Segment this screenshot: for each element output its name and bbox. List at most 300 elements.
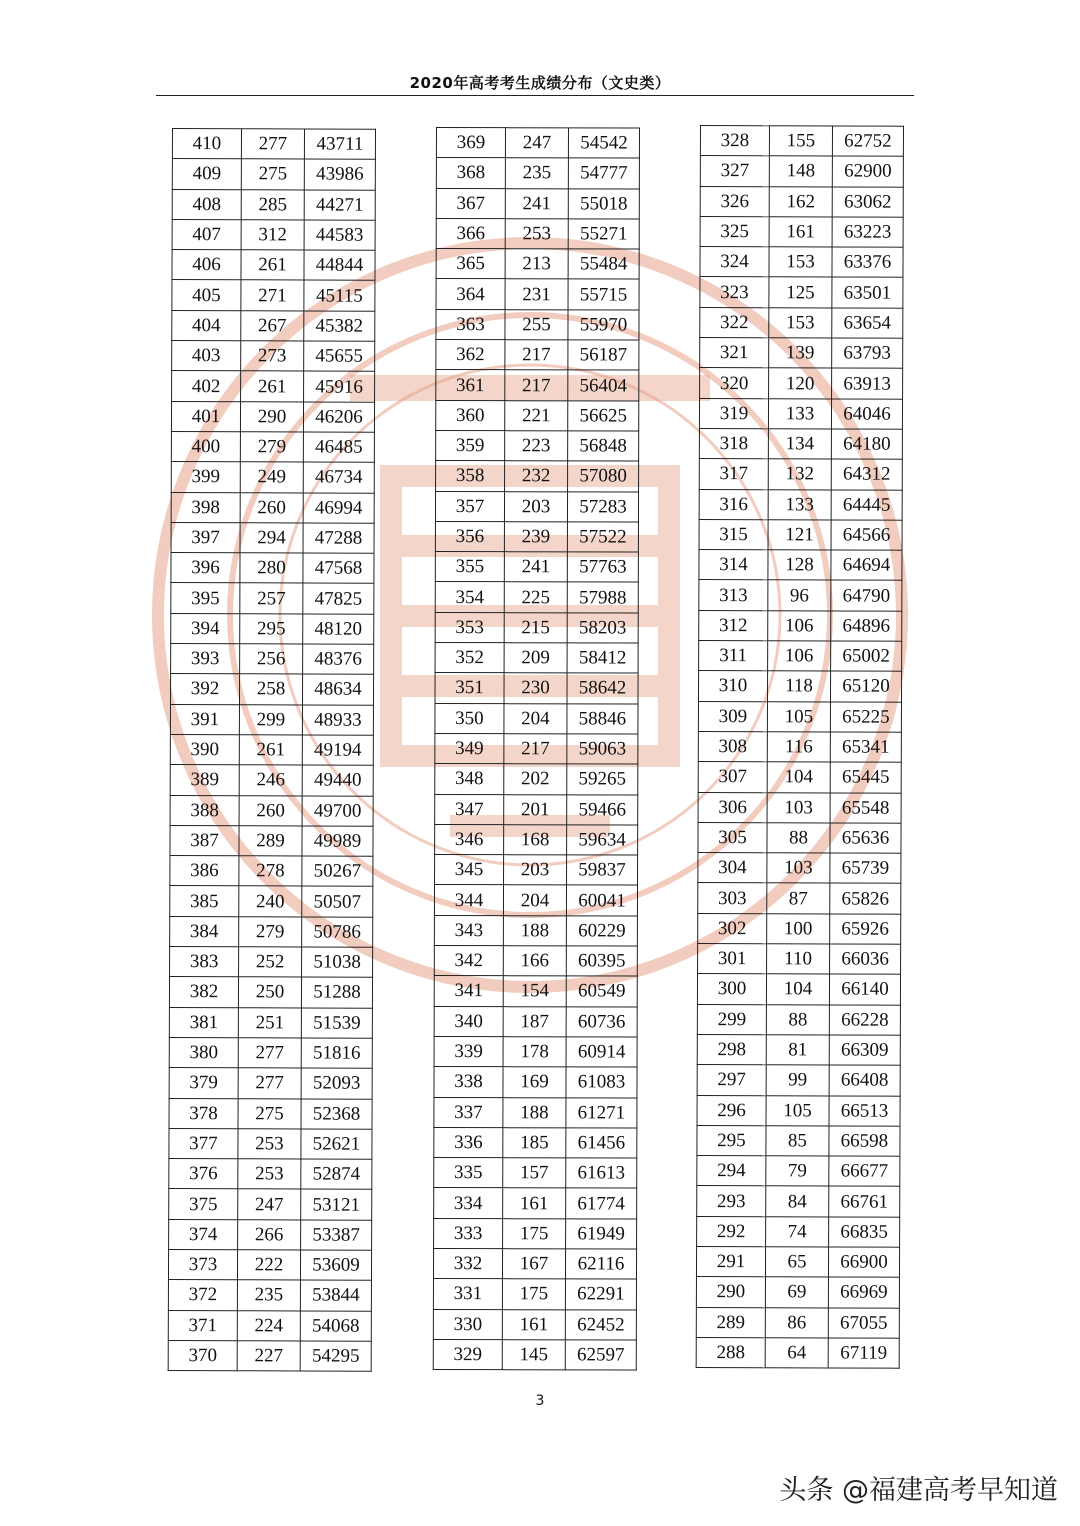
cumulative-cell: 49989 — [302, 826, 373, 857]
score-cell: 352 — [435, 643, 504, 673]
count-cell: 277 — [241, 129, 304, 160]
cumulative-cell: 61949 — [566, 1219, 637, 1249]
cumulative-cell: 61774 — [566, 1188, 637, 1218]
table-row — [169, 1007, 372, 1038]
cumulative-cell: 67055 — [828, 1308, 899, 1339]
cumulative-cell: 53844 — [300, 1280, 371, 1311]
table-row — [436, 340, 639, 371]
cumulative-cell: 61613 — [566, 1158, 637, 1188]
cumulative-cell: 64046 — [831, 399, 902, 430]
cumulative-cell: 49194 — [302, 735, 373, 766]
count-cell: 279 — [239, 916, 302, 947]
score-cell: 306 — [698, 792, 767, 823]
count-cell: 128 — [768, 550, 831, 581]
table-row — [700, 247, 903, 278]
score-cell: 388 — [170, 795, 239, 826]
cumulative-cell: 59634 — [567, 825, 638, 855]
cumulative-cell: 57522 — [567, 522, 638, 552]
cumulative-cell: 48933 — [302, 705, 373, 736]
count-cell: 121 — [768, 520, 831, 551]
score-cell: 368 — [436, 158, 505, 188]
score-cell: 366 — [436, 218, 505, 248]
table-row — [172, 310, 375, 341]
cumulative-cell: 55484 — [568, 249, 639, 279]
table-row — [435, 855, 638, 886]
count-cell: 120 — [769, 368, 832, 399]
table-row — [168, 1280, 371, 1311]
score-cell: 389 — [170, 765, 239, 796]
table-row — [697, 1125, 900, 1156]
table-row — [170, 795, 373, 826]
score-cell: 314 — [699, 550, 768, 581]
table-row — [170, 674, 373, 705]
cumulative-cell: 65826 — [830, 883, 901, 914]
count-cell: 209 — [504, 643, 567, 673]
score-cell: 405 — [172, 280, 241, 311]
count-cell: 275 — [241, 159, 304, 190]
cumulative-cell: 48634 — [302, 674, 373, 705]
count-cell: 175 — [502, 1279, 565, 1309]
score-cell: 398 — [171, 492, 240, 523]
count-cell: 261 — [241, 371, 304, 402]
cumulative-cell: 66677 — [829, 1156, 900, 1187]
table-row — [171, 431, 374, 462]
score-cell: 301 — [698, 944, 767, 975]
count-cell: 162 — [769, 186, 832, 217]
cumulative-cell: 64445 — [831, 490, 902, 521]
cumulative-cell: 51816 — [301, 1038, 372, 1069]
cumulative-cell: 51038 — [302, 947, 373, 978]
count-cell: 161 — [769, 217, 832, 248]
cumulative-cell: 59466 — [567, 794, 638, 824]
table-row — [170, 825, 373, 856]
count-cell: 247 — [238, 1189, 301, 1220]
count-cell: 278 — [239, 856, 302, 887]
count-cell: 105 — [767, 701, 830, 732]
cumulative-cell: 54542 — [568, 128, 639, 158]
score-table-3-body — [696, 126, 903, 1369]
count-cell: 204 — [504, 703, 567, 733]
cumulative-cell: 50786 — [302, 917, 373, 948]
count-cell: 166 — [503, 946, 566, 976]
score-cell: 346 — [435, 824, 504, 854]
table-row — [698, 883, 901, 914]
score-cell: 336 — [434, 1127, 503, 1157]
count-cell: 139 — [769, 338, 832, 369]
count-cell: 217 — [505, 370, 568, 400]
table-row — [700, 338, 903, 369]
cumulative-cell: 66140 — [829, 974, 900, 1005]
score-cell: 402 — [172, 371, 241, 402]
cumulative-cell: 57080 — [568, 461, 639, 491]
score-cell: 313 — [699, 580, 768, 611]
count-cell: 273 — [241, 341, 304, 372]
count-cell: 257 — [240, 583, 303, 614]
table-row — [435, 764, 638, 795]
score-cell: 349 — [435, 733, 504, 763]
table-row — [435, 824, 638, 855]
table-row — [171, 644, 374, 675]
table-row — [434, 1127, 637, 1158]
count-cell: 260 — [240, 492, 303, 523]
score-cell: 381 — [169, 1007, 238, 1038]
score-cell: 309 — [698, 701, 767, 732]
score-cell: 294 — [697, 1156, 766, 1187]
score-cell: 409 — [172, 159, 241, 190]
count-cell: 104 — [767, 762, 830, 793]
count-cell: 185 — [503, 1127, 566, 1157]
table-row — [697, 1186, 900, 1217]
score-cell: 331 — [433, 1279, 502, 1309]
count-cell: 118 — [767, 671, 830, 702]
cumulative-cell: 46734 — [303, 462, 374, 493]
cumulative-cell: 66408 — [829, 1065, 900, 1096]
count-cell: 201 — [504, 794, 567, 824]
score-cell: 291 — [696, 1246, 765, 1277]
score-cell: 333 — [434, 1218, 503, 1248]
score-table-2 — [433, 127, 640, 1371]
table-row — [169, 1219, 372, 1250]
score-cell: 327 — [700, 156, 769, 187]
cumulative-cell: 52621 — [301, 1129, 372, 1160]
cumulative-cell: 66835 — [829, 1217, 900, 1248]
table-row — [434, 1097, 637, 1128]
cumulative-cell: 66309 — [829, 1035, 900, 1066]
count-cell: 275 — [238, 1098, 301, 1129]
count-cell: 167 — [502, 1249, 565, 1279]
count-cell: 106 — [768, 610, 831, 641]
score-cell: 397 — [171, 522, 240, 553]
cumulative-cell: 61456 — [566, 1128, 637, 1158]
count-cell: 104 — [766, 974, 829, 1005]
cumulative-cell: 58203 — [567, 613, 638, 643]
count-cell: 271 — [241, 280, 304, 311]
table-row — [699, 641, 902, 672]
table-row — [434, 1067, 637, 1098]
table-row — [699, 610, 902, 641]
cumulative-cell: 57283 — [567, 491, 638, 521]
table-row — [169, 1189, 372, 1220]
count-cell: 290 — [240, 401, 303, 432]
score-cell: 317 — [699, 459, 768, 490]
count-cell: 230 — [504, 673, 567, 703]
score-cell: 378 — [169, 1098, 238, 1129]
score-cell: 373 — [168, 1249, 237, 1280]
count-cell: 132 — [768, 459, 831, 490]
score-cell: 341 — [434, 976, 503, 1006]
score-cell: 296 — [697, 1095, 766, 1126]
count-cell: 87 — [767, 883, 830, 914]
cumulative-cell: 52093 — [301, 1068, 372, 1099]
cumulative-cell: 62752 — [832, 126, 903, 157]
cumulative-cell: 63793 — [832, 338, 903, 369]
count-cell: 253 — [238, 1159, 301, 1190]
table-row — [171, 401, 374, 432]
score-cell: 324 — [700, 247, 769, 278]
score-cell: 374 — [169, 1219, 238, 1250]
count-cell: 169 — [503, 1067, 566, 1097]
score-cell: 339 — [434, 1036, 503, 1066]
score-cell: 310 — [698, 671, 767, 702]
table-row — [436, 158, 639, 189]
score-cell: 304 — [698, 853, 767, 884]
cumulative-cell: 63062 — [832, 187, 903, 218]
cumulative-cell: 66036 — [830, 944, 901, 975]
table-row — [172, 219, 375, 250]
table-row — [171, 492, 374, 523]
table-row — [436, 309, 639, 340]
table-row — [434, 885, 637, 916]
score-cell: 288 — [696, 1337, 765, 1368]
count-cell: 277 — [238, 1068, 301, 1099]
table-row — [697, 1216, 900, 1247]
cumulative-cell: 65926 — [830, 914, 901, 945]
score-cell: 375 — [169, 1189, 238, 1220]
table-row — [700, 216, 903, 247]
table-row — [172, 371, 375, 402]
table-row — [170, 734, 373, 765]
table-row — [434, 1218, 637, 1249]
table-row — [436, 430, 639, 461]
count-cell: 99 — [766, 1065, 829, 1096]
count-cell: 217 — [505, 340, 568, 370]
score-cell: 292 — [697, 1216, 766, 1247]
count-cell: 157 — [503, 1158, 566, 1188]
table-row — [697, 1156, 900, 1187]
score-cell: 295 — [697, 1125, 766, 1156]
score-cell: 399 — [171, 462, 240, 493]
cumulative-cell: 57763 — [567, 552, 638, 582]
header-rule — [156, 95, 914, 96]
cumulative-cell: 56404 — [568, 370, 639, 400]
cumulative-cell: 52874 — [301, 1159, 372, 1190]
table-row — [699, 459, 902, 490]
table-row — [435, 521, 638, 552]
count-cell: 241 — [505, 188, 568, 218]
count-cell: 148 — [769, 156, 832, 187]
cumulative-cell: 64896 — [831, 611, 902, 642]
score-cell: 305 — [698, 822, 767, 853]
table-row — [171, 583, 374, 614]
cumulative-cell: 62452 — [565, 1309, 636, 1339]
cumulative-cell: 60041 — [566, 885, 637, 915]
count-cell: 232 — [505, 461, 568, 491]
score-cell: 380 — [169, 1037, 238, 1068]
cumulative-cell: 55271 — [568, 219, 639, 249]
score-cell: 384 — [170, 916, 239, 947]
count-cell: 161 — [502, 1309, 565, 1339]
cumulative-cell: 47825 — [303, 583, 374, 614]
cumulative-cell: 45115 — [304, 280, 375, 311]
table-row — [169, 1068, 372, 1099]
count-cell: 168 — [504, 825, 567, 855]
cumulative-cell: 53121 — [301, 1189, 372, 1220]
cumulative-cell: 54068 — [300, 1311, 371, 1342]
count-cell: 223 — [505, 431, 568, 461]
count-cell: 261 — [241, 250, 304, 281]
score-cell: 348 — [435, 764, 504, 794]
cumulative-cell: 58642 — [567, 673, 638, 703]
table-row — [700, 156, 903, 187]
source-credit: 头条 @福建高考早知道 — [779, 1475, 1058, 1506]
table-row — [171, 522, 374, 553]
score-table-1 — [168, 128, 376, 1372]
count-cell: 235 — [237, 1280, 300, 1311]
table-row — [699, 428, 902, 459]
cumulative-cell: 65548 — [830, 792, 901, 823]
cumulative-cell: 67119 — [828, 1338, 899, 1369]
table-row — [433, 1279, 636, 1310]
count-cell: 224 — [237, 1310, 300, 1341]
cumulative-cell: 65445 — [830, 762, 901, 793]
count-cell: 125 — [769, 277, 832, 308]
cumulative-cell: 64790 — [831, 580, 902, 611]
cumulative-cell: 44583 — [304, 220, 375, 251]
score-cell: 393 — [171, 644, 240, 675]
cumulative-cell: 46485 — [303, 432, 374, 463]
table-row — [696, 1246, 899, 1277]
table-row — [168, 1310, 371, 1341]
score-cell: 407 — [172, 219, 241, 250]
count-cell: 153 — [769, 308, 832, 339]
table-row — [698, 762, 901, 793]
table-row — [434, 976, 637, 1007]
score-cell: 311 — [699, 641, 768, 672]
count-cell: 289 — [239, 826, 302, 857]
table-row — [435, 491, 638, 522]
score-cell: 303 — [698, 883, 767, 914]
score-cell: 356 — [435, 521, 504, 551]
cumulative-cell: 66598 — [829, 1126, 900, 1157]
score-cell: 401 — [171, 401, 240, 432]
score-cell: 404 — [172, 310, 241, 341]
cumulative-cell: 64312 — [831, 459, 902, 490]
count-cell: 188 — [503, 1097, 566, 1127]
table-row — [434, 1188, 637, 1219]
count-cell: 213 — [505, 249, 568, 279]
score-table-2-body — [433, 128, 639, 1371]
table-row — [435, 794, 638, 825]
score-cell: 362 — [436, 340, 505, 370]
score-cell: 360 — [436, 400, 505, 430]
score-cell: 377 — [169, 1128, 238, 1159]
cumulative-cell: 63376 — [832, 247, 903, 278]
count-cell: 277 — [238, 1038, 301, 1069]
cumulative-cell: 63501 — [832, 277, 903, 308]
cumulative-cell: 60736 — [566, 1006, 637, 1036]
count-cell: 103 — [767, 853, 830, 884]
table-row — [436, 188, 639, 219]
score-cell: 376 — [169, 1159, 238, 1190]
count-cell: 258 — [239, 674, 302, 705]
score-cell: 382 — [169, 977, 238, 1008]
count-cell: 175 — [503, 1218, 566, 1248]
count-cell: 280 — [240, 553, 303, 584]
table-row — [436, 461, 639, 492]
cumulative-cell: 65002 — [831, 641, 902, 672]
table-row — [435, 643, 638, 674]
table-row — [436, 128, 639, 159]
cumulative-cell: 54295 — [300, 1341, 371, 1372]
table-row — [172, 280, 375, 311]
score-cell: 337 — [434, 1097, 503, 1127]
cumulative-cell: 48376 — [303, 644, 374, 675]
score-cell: 363 — [436, 309, 505, 339]
table-row — [172, 341, 375, 372]
count-cell: 84 — [766, 1186, 829, 1217]
score-cell: 330 — [433, 1309, 502, 1339]
count-cell: 105 — [766, 1095, 829, 1126]
cumulative-cell: 65636 — [830, 823, 901, 854]
cumulative-cell: 62900 — [832, 156, 903, 187]
cumulative-cell: 62597 — [565, 1340, 636, 1370]
table-row — [436, 249, 639, 280]
table-row — [172, 129, 375, 160]
count-cell: 266 — [238, 1219, 301, 1250]
table-row — [698, 671, 901, 702]
score-cell: 318 — [699, 428, 768, 459]
table-row — [172, 189, 375, 220]
table-row — [698, 853, 901, 884]
cumulative-cell: 54777 — [568, 158, 639, 188]
count-cell: 249 — [240, 462, 303, 493]
table-row — [170, 886, 373, 917]
count-cell: 203 — [504, 491, 567, 521]
table-row — [169, 1037, 372, 1068]
score-cell: 383 — [170, 947, 239, 978]
table-row — [435, 733, 638, 764]
table-row — [171, 462, 374, 493]
count-cell: 285 — [241, 189, 304, 220]
cumulative-cell: 58412 — [567, 643, 638, 673]
table-row — [171, 613, 374, 644]
count-cell: 235 — [505, 158, 568, 188]
score-cell: 390 — [170, 734, 239, 765]
count-cell: 239 — [504, 522, 567, 552]
score-cell: 321 — [700, 338, 769, 369]
score-cell: 395 — [171, 583, 240, 614]
count-cell: 253 — [505, 219, 568, 249]
count-cell: 294 — [240, 523, 303, 554]
score-table-1-body — [168, 129, 375, 1372]
table-row — [696, 1307, 899, 1338]
table-row — [436, 400, 639, 431]
table-row — [433, 1339, 636, 1370]
table-row — [170, 765, 373, 796]
table-row — [170, 947, 373, 978]
cumulative-cell: 56848 — [568, 431, 639, 461]
cumulative-cell: 62116 — [565, 1249, 636, 1279]
score-cell: 365 — [436, 249, 505, 279]
count-cell: 204 — [503, 885, 566, 915]
score-cell: 299 — [697, 1004, 766, 1035]
count-cell: 133 — [768, 489, 831, 520]
score-cell: 342 — [434, 946, 503, 976]
count-cell: 246 — [239, 765, 302, 796]
table-row — [699, 398, 902, 429]
cumulative-cell: 64566 — [831, 520, 902, 551]
table-row — [171, 553, 374, 584]
score-cell: 335 — [434, 1158, 503, 1188]
score-cell: 297 — [697, 1065, 766, 1096]
score-cell: 386 — [170, 856, 239, 887]
count-cell: 161 — [503, 1188, 566, 1218]
cumulative-cell: 59837 — [567, 855, 638, 885]
cumulative-cell: 47288 — [303, 523, 374, 554]
table-row — [435, 703, 638, 734]
table-row — [435, 673, 638, 704]
score-cell: 379 — [169, 1068, 238, 1099]
